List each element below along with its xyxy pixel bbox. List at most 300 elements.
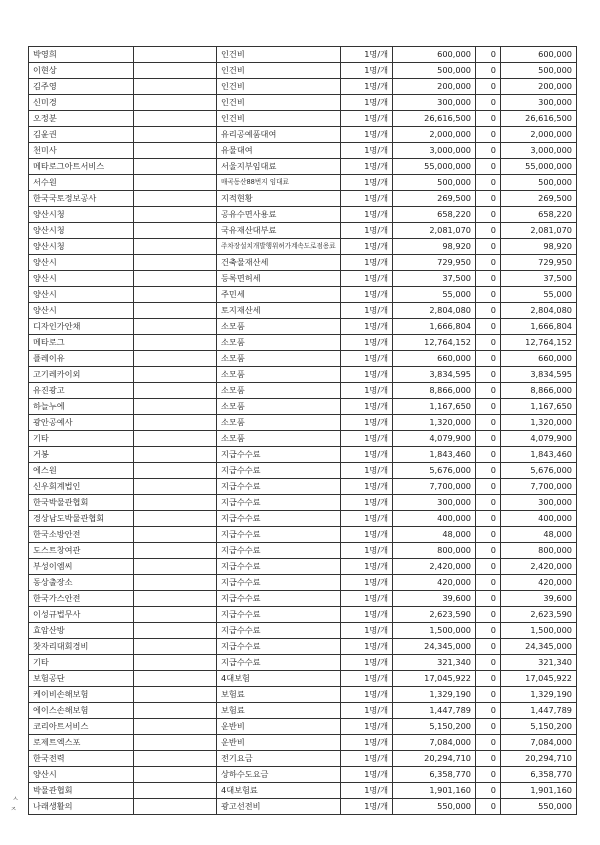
- quantity-cell: 1명/개: [341, 575, 393, 591]
- total-cell: 6,358,770: [501, 767, 577, 783]
- margin-mark: ㅈ: [10, 805, 17, 813]
- item-cell: 매곡동산88번지 임대료: [217, 175, 341, 191]
- zero-cell: 0: [476, 607, 501, 623]
- blank-cell: [134, 383, 217, 399]
- zero-cell: 0: [476, 383, 501, 399]
- quantity-cell: 1명/개: [341, 63, 393, 79]
- item-cell: 국유재산대부료: [217, 223, 341, 239]
- zero-cell: 0: [476, 191, 501, 207]
- payee-cell: 한국가스안전: [29, 591, 134, 607]
- item-cell: 소모품: [217, 319, 341, 335]
- payee-cell: 김주영: [29, 79, 134, 95]
- item-cell: 인건비: [217, 95, 341, 111]
- quantity-cell: 1명/개: [341, 223, 393, 239]
- item-cell: 소모품: [217, 383, 341, 399]
- table-row: [29, 127, 577, 143]
- zero-cell: 0: [476, 47, 501, 63]
- zero-cell: 0: [476, 207, 501, 223]
- quantity-cell: 1명/개: [341, 751, 393, 767]
- table-row: [29, 575, 577, 591]
- blank-cell: [134, 159, 217, 175]
- total-cell: 2,420,000: [501, 559, 577, 575]
- quantity-cell: 1명/개: [341, 383, 393, 399]
- payee-cell: 한국국토정보공사: [29, 191, 134, 207]
- item-cell: 소모품: [217, 415, 341, 431]
- payee-cell: 이성규법무사: [29, 607, 134, 623]
- amount-cell: 2,804,080: [393, 303, 476, 319]
- blank-cell: [134, 479, 217, 495]
- payee-cell: 양산시: [29, 271, 134, 287]
- quantity-cell: 1명/개: [341, 47, 393, 63]
- total-cell: 1,320,000: [501, 415, 577, 431]
- blank-cell: [134, 415, 217, 431]
- total-cell: 55,000,000: [501, 159, 577, 175]
- item-cell: 보험료: [217, 703, 341, 719]
- amount-cell: 12,764,152: [393, 335, 476, 351]
- zero-cell: 0: [476, 111, 501, 127]
- total-cell: 4,079,900: [501, 431, 577, 447]
- zero-cell: 0: [476, 575, 501, 591]
- quantity-cell: 1명/개: [341, 191, 393, 207]
- item-cell: 지급수수료: [217, 447, 341, 463]
- amount-cell: 1,320,000: [393, 415, 476, 431]
- zero-cell: 0: [476, 767, 501, 783]
- blank-cell: [134, 559, 217, 575]
- table-row: [29, 479, 577, 495]
- amount-cell: 5,676,000: [393, 463, 476, 479]
- payee-cell: 김윤권: [29, 127, 134, 143]
- payee-cell: 나래생활의: [29, 799, 134, 815]
- table-row: [29, 687, 577, 703]
- quantity-cell: 1명/개: [341, 431, 393, 447]
- quantity-cell: 1명/개: [341, 143, 393, 159]
- item-cell: 유리공예품대여: [217, 127, 341, 143]
- item-cell: 인건비: [217, 111, 341, 127]
- payee-cell: 고기레카이외: [29, 367, 134, 383]
- quantity-cell: 1명/개: [341, 463, 393, 479]
- amount-cell: 2,623,590: [393, 607, 476, 623]
- item-cell: 지급수수료: [217, 559, 341, 575]
- total-cell: 1,843,460: [501, 447, 577, 463]
- item-cell: 인건비: [217, 79, 341, 95]
- zero-cell: 0: [476, 687, 501, 703]
- quantity-cell: 1명/개: [341, 415, 393, 431]
- blank-cell: [134, 735, 217, 751]
- table-row: [29, 63, 577, 79]
- payee-cell: 박영희: [29, 47, 134, 63]
- zero-cell: 0: [476, 175, 501, 191]
- zero-cell: 0: [476, 511, 501, 527]
- blank-cell: [134, 767, 217, 783]
- amount-cell: 200,000: [393, 79, 476, 95]
- amount-cell: 3,834,595: [393, 367, 476, 383]
- total-cell: 20,294,710: [501, 751, 577, 767]
- margin-mark: ㅅ: [12, 795, 19, 803]
- blank-cell: [134, 591, 217, 607]
- quantity-cell: 1명/개: [341, 591, 393, 607]
- zero-cell: 0: [476, 463, 501, 479]
- table-row: [29, 255, 577, 271]
- table-row: [29, 703, 577, 719]
- payee-cell: 박물관협회: [29, 783, 134, 799]
- blank-cell: [134, 255, 217, 271]
- table-row: [29, 367, 577, 383]
- blank-cell: [134, 335, 217, 351]
- table-row: [29, 463, 577, 479]
- quantity-cell: 1명/개: [341, 655, 393, 671]
- table-row: [29, 735, 577, 751]
- total-cell: 5,676,000: [501, 463, 577, 479]
- table-row: [29, 607, 577, 623]
- total-cell: 321,340: [501, 655, 577, 671]
- quantity-cell: 1명/개: [341, 543, 393, 559]
- payee-cell: 기타: [29, 431, 134, 447]
- payee-cell: 경상남도박물관협회: [29, 511, 134, 527]
- blank-cell: [134, 303, 217, 319]
- amount-cell: 98,920: [393, 239, 476, 255]
- blank-cell: [134, 319, 217, 335]
- table-row: [29, 415, 577, 431]
- table-row: [29, 751, 577, 767]
- table-row: [29, 271, 577, 287]
- zero-cell: 0: [476, 527, 501, 543]
- payee-cell: 하늘누에: [29, 399, 134, 415]
- quantity-cell: 1명/개: [341, 239, 393, 255]
- total-cell: 500,000: [501, 63, 577, 79]
- quantity-cell: 1명/개: [341, 479, 393, 495]
- blank-cell: [134, 703, 217, 719]
- table-row: [29, 95, 577, 111]
- amount-cell: 1,500,000: [393, 623, 476, 639]
- total-cell: 300,000: [501, 495, 577, 511]
- item-cell: 주차장설치개발행위허가계속도로점용료: [217, 239, 341, 255]
- zero-cell: 0: [476, 335, 501, 351]
- item-cell: 지급수수료: [217, 591, 341, 607]
- total-cell: 550,000: [501, 799, 577, 815]
- total-cell: 500,000: [501, 175, 577, 191]
- blank-cell: [134, 799, 217, 815]
- zero-cell: 0: [476, 655, 501, 671]
- quantity-cell: 1명/개: [341, 95, 393, 111]
- quantity-cell: 1명/개: [341, 175, 393, 191]
- item-cell: 인건비: [217, 63, 341, 79]
- zero-cell: 0: [476, 319, 501, 335]
- payee-cell: 효암산방: [29, 623, 134, 639]
- blank-cell: [134, 191, 217, 207]
- payee-cell: 광안공예사: [29, 415, 134, 431]
- payee-cell: 플레이유: [29, 351, 134, 367]
- item-cell: 지급수수료: [217, 463, 341, 479]
- total-cell: 1,329,190: [501, 687, 577, 703]
- total-cell: 24,345,000: [501, 639, 577, 655]
- amount-cell: 24,345,000: [393, 639, 476, 655]
- payee-cell: 메타로그아트서비스: [29, 159, 134, 175]
- blank-cell: [134, 95, 217, 111]
- total-cell: 658,220: [501, 207, 577, 223]
- quantity-cell: 1명/개: [341, 719, 393, 735]
- total-cell: 2,081,070: [501, 223, 577, 239]
- amount-cell: 500,000: [393, 175, 476, 191]
- blank-cell: [134, 527, 217, 543]
- zero-cell: 0: [476, 671, 501, 687]
- amount-cell: 321,340: [393, 655, 476, 671]
- payee-cell: 신우회계법인: [29, 479, 134, 495]
- blank-cell: [134, 111, 217, 127]
- item-cell: 4대보험: [217, 671, 341, 687]
- total-cell: 2,804,080: [501, 303, 577, 319]
- payee-cell: 부성이엠씨: [29, 559, 134, 575]
- amount-cell: 8,866,000: [393, 383, 476, 399]
- table-row: [29, 543, 577, 559]
- zero-cell: 0: [476, 351, 501, 367]
- quantity-cell: 1명/개: [341, 127, 393, 143]
- payee-cell: 유진광고: [29, 383, 134, 399]
- zero-cell: 0: [476, 495, 501, 511]
- item-cell: 보험료: [217, 687, 341, 703]
- payee-cell: 이현상: [29, 63, 134, 79]
- item-cell: 소모품: [217, 367, 341, 383]
- item-cell: 토지재산세: [217, 303, 341, 319]
- total-cell: 1,167,650: [501, 399, 577, 415]
- quantity-cell: 1명/개: [341, 671, 393, 687]
- amount-cell: 2,000,000: [393, 127, 476, 143]
- total-cell: 48,000: [501, 527, 577, 543]
- blank-cell: [134, 671, 217, 687]
- item-cell: 공유수면사용료: [217, 207, 341, 223]
- total-cell: 37,500: [501, 271, 577, 287]
- amount-cell: 48,000: [393, 527, 476, 543]
- total-cell: 420,000: [501, 575, 577, 591]
- table-row: [29, 799, 577, 815]
- item-cell: 지급수수료: [217, 495, 341, 511]
- zero-cell: 0: [476, 431, 501, 447]
- total-cell: 26,616,500: [501, 111, 577, 127]
- payee-cell: 디자인가안채: [29, 319, 134, 335]
- blank-cell: [134, 687, 217, 703]
- zero-cell: 0: [476, 399, 501, 415]
- item-cell: 소모품: [217, 335, 341, 351]
- payee-cell: 메타로그: [29, 335, 134, 351]
- table-row: [29, 159, 577, 175]
- quantity-cell: 1명/개: [341, 447, 393, 463]
- quantity-cell: 1명/개: [341, 79, 393, 95]
- payee-cell: 양산시: [29, 767, 134, 783]
- zero-cell: 0: [476, 559, 501, 575]
- blank-cell: [134, 223, 217, 239]
- blank-cell: [134, 367, 217, 383]
- table-row: [29, 319, 577, 335]
- table-row: [29, 719, 577, 735]
- zero-cell: 0: [476, 239, 501, 255]
- item-cell: 지급수수료: [217, 623, 341, 639]
- total-cell: 800,000: [501, 543, 577, 559]
- total-cell: 3,834,595: [501, 367, 577, 383]
- quantity-cell: 1명/개: [341, 399, 393, 415]
- payee-cell: 양산시: [29, 287, 134, 303]
- zero-cell: 0: [476, 783, 501, 799]
- zero-cell: 0: [476, 271, 501, 287]
- zero-cell: 0: [476, 303, 501, 319]
- table-row: [29, 47, 577, 63]
- payee-cell: 한국박물관협회: [29, 495, 134, 511]
- amount-cell: 1,843,460: [393, 447, 476, 463]
- quantity-cell: 1명/개: [341, 207, 393, 223]
- amount-cell: 300,000: [393, 495, 476, 511]
- item-cell: 건축물재산세: [217, 255, 341, 271]
- quantity-cell: 1명/개: [341, 639, 393, 655]
- zero-cell: 0: [476, 367, 501, 383]
- zero-cell: 0: [476, 703, 501, 719]
- blank-cell: [134, 783, 217, 799]
- expense-table: [28, 46, 577, 815]
- payee-cell: 보험공단: [29, 671, 134, 687]
- quantity-cell: 1명/개: [341, 799, 393, 815]
- quantity-cell: 1명/개: [341, 303, 393, 319]
- total-cell: 7,084,000: [501, 735, 577, 751]
- item-cell: 운반비: [217, 735, 341, 751]
- zero-cell: 0: [476, 639, 501, 655]
- zero-cell: 0: [476, 127, 501, 143]
- zero-cell: 0: [476, 63, 501, 79]
- quantity-cell: 1명/개: [341, 335, 393, 351]
- amount-cell: 7,700,000: [393, 479, 476, 495]
- total-cell: 729,950: [501, 255, 577, 271]
- blank-cell: [134, 463, 217, 479]
- item-cell: 지급수수료: [217, 607, 341, 623]
- item-cell: 지급수수료: [217, 575, 341, 591]
- table-row: [29, 623, 577, 639]
- payee-cell: 양산시: [29, 255, 134, 271]
- item-cell: 지급수수료: [217, 639, 341, 655]
- quantity-cell: 1명/개: [341, 319, 393, 335]
- item-cell: 유물대여: [217, 143, 341, 159]
- item-cell: 지급수수료: [217, 543, 341, 559]
- payee-cell: 코리아트서비스: [29, 719, 134, 735]
- zero-cell: 0: [476, 159, 501, 175]
- total-cell: 269,500: [501, 191, 577, 207]
- blank-cell: [134, 575, 217, 591]
- amount-cell: 3,000,000: [393, 143, 476, 159]
- amount-cell: 17,045,922: [393, 671, 476, 687]
- item-cell: 지급수수료: [217, 479, 341, 495]
- blank-cell: [134, 207, 217, 223]
- amount-cell: 1,447,789: [393, 703, 476, 719]
- amount-cell: 800,000: [393, 543, 476, 559]
- amount-cell: 500,000: [393, 63, 476, 79]
- quantity-cell: 1명/개: [341, 767, 393, 783]
- amount-cell: 7,084,000: [393, 735, 476, 751]
- item-cell: 소모품: [217, 431, 341, 447]
- table-row: [29, 207, 577, 223]
- table-row: [29, 447, 577, 463]
- amount-cell: 658,220: [393, 207, 476, 223]
- quantity-cell: 1명/개: [341, 159, 393, 175]
- expense-table-body: [29, 47, 577, 815]
- payee-cell: 신미경: [29, 95, 134, 111]
- payee-cell: 양산시: [29, 303, 134, 319]
- item-cell: 인건비: [217, 47, 341, 63]
- item-cell: 지급수수료: [217, 655, 341, 671]
- amount-cell: 420,000: [393, 575, 476, 591]
- amount-cell: 5,150,200: [393, 719, 476, 735]
- zero-cell: 0: [476, 623, 501, 639]
- total-cell: 5,150,200: [501, 719, 577, 735]
- payee-cell: 서수원: [29, 175, 134, 191]
- amount-cell: 660,000: [393, 351, 476, 367]
- table-row: [29, 111, 577, 127]
- zero-cell: 0: [476, 735, 501, 751]
- zero-cell: 0: [476, 479, 501, 495]
- total-cell: 600,000: [501, 47, 577, 63]
- zero-cell: 0: [476, 447, 501, 463]
- quantity-cell: 1명/개: [341, 367, 393, 383]
- table-row: [29, 399, 577, 415]
- blank-cell: [134, 607, 217, 623]
- amount-cell: 550,000: [393, 799, 476, 815]
- total-cell: 7,700,000: [501, 479, 577, 495]
- amount-cell: 37,500: [393, 271, 476, 287]
- item-cell: 서울지부임대료: [217, 159, 341, 175]
- item-cell: 광고선전비: [217, 799, 341, 815]
- amount-cell: 20,294,710: [393, 751, 476, 767]
- quantity-cell: 1명/개: [341, 703, 393, 719]
- total-cell: 39,600: [501, 591, 577, 607]
- quantity-cell: 1명/개: [341, 527, 393, 543]
- payee-cell: 한국소방안전: [29, 527, 134, 543]
- blank-cell: [134, 639, 217, 655]
- amount-cell: 55,000,000: [393, 159, 476, 175]
- amount-cell: 300,000: [393, 95, 476, 111]
- amount-cell: 1,329,190: [393, 687, 476, 703]
- blank-cell: [134, 399, 217, 415]
- item-cell: 4대보험료: [217, 783, 341, 799]
- table-row: [29, 303, 577, 319]
- table-row: [29, 639, 577, 655]
- amount-cell: 1,901,160: [393, 783, 476, 799]
- blank-cell: [134, 271, 217, 287]
- table-row: [29, 335, 577, 351]
- item-cell: 상하수도요금: [217, 767, 341, 783]
- zero-cell: 0: [476, 95, 501, 111]
- amount-cell: 39,600: [393, 591, 476, 607]
- payee-cell: 천미사: [29, 143, 134, 159]
- zero-cell: 0: [476, 287, 501, 303]
- quantity-cell: 1명/개: [341, 287, 393, 303]
- blank-cell: [134, 623, 217, 639]
- blank-cell: [134, 511, 217, 527]
- quantity-cell: 1명/개: [341, 783, 393, 799]
- zero-cell: 0: [476, 143, 501, 159]
- item-cell: 등록면허세: [217, 271, 341, 287]
- blank-cell: [134, 47, 217, 63]
- total-cell: 12,764,152: [501, 335, 577, 351]
- blank-cell: [134, 63, 217, 79]
- amount-cell: 4,079,900: [393, 431, 476, 447]
- amount-cell: 1,167,650: [393, 399, 476, 415]
- total-cell: 300,000: [501, 95, 577, 111]
- payee-cell: 양산시청: [29, 207, 134, 223]
- table-row: [29, 527, 577, 543]
- blank-cell: [134, 143, 217, 159]
- payee-cell: 동상출장소: [29, 575, 134, 591]
- quantity-cell: 1명/개: [341, 511, 393, 527]
- zero-cell: 0: [476, 223, 501, 239]
- table-row: [29, 191, 577, 207]
- total-cell: 2,000,000: [501, 127, 577, 143]
- quantity-cell: 1명/개: [341, 687, 393, 703]
- payee-cell: 거봉: [29, 447, 134, 463]
- total-cell: 98,920: [501, 239, 577, 255]
